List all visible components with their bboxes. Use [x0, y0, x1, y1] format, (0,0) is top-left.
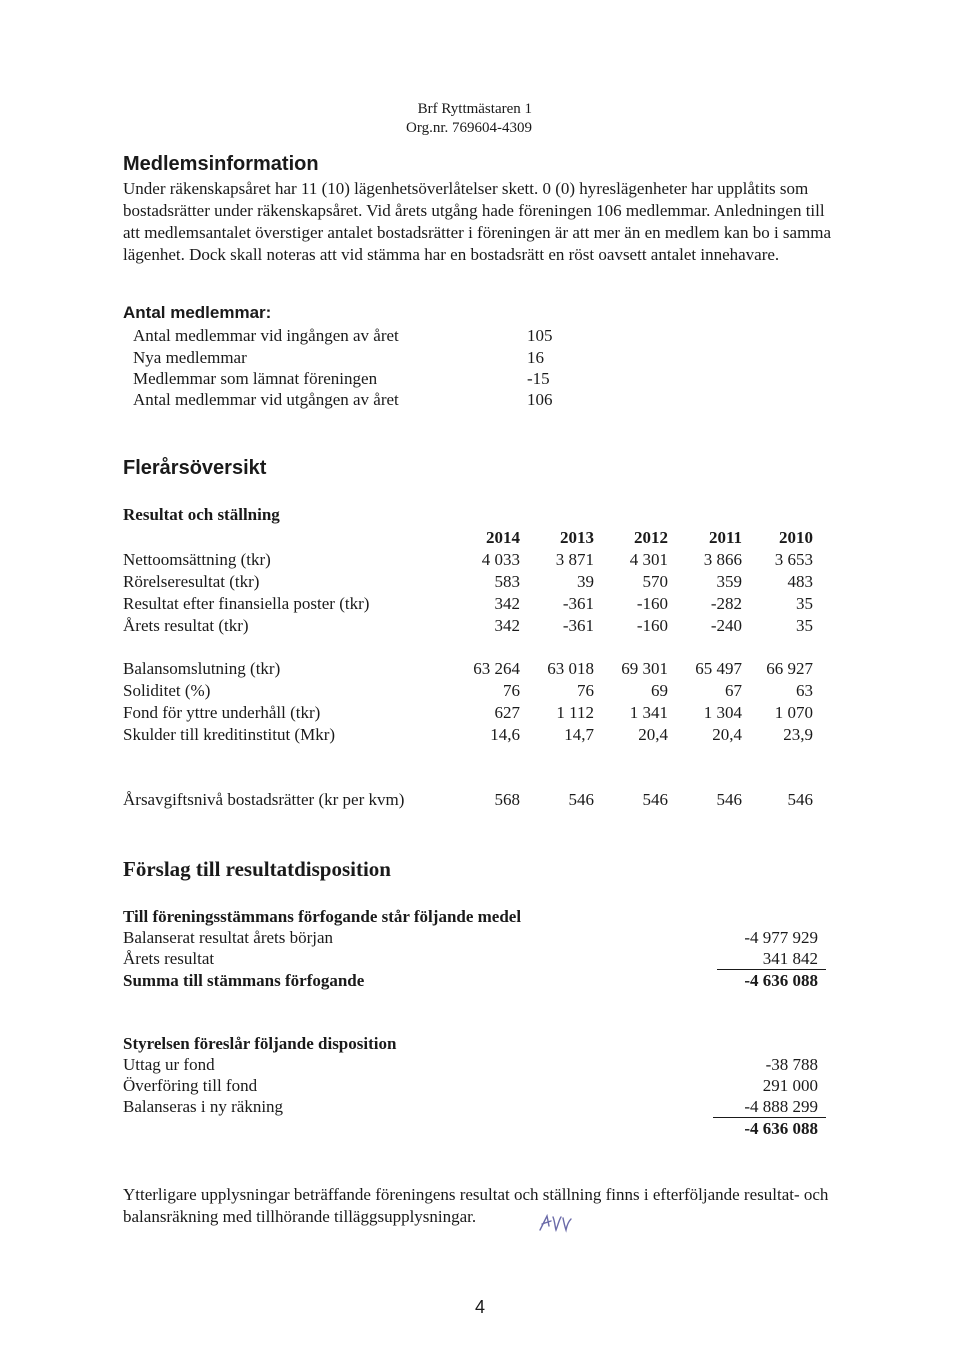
list-item: [0, 1054, 960, 1076]
cell: 546: [642, 790, 668, 809]
member-row: [0, 389, 960, 411]
table-row: [0, 593, 960, 615]
cell: 3 653: [774, 550, 813, 569]
flerarsoversikt-title: Flerårsöversikt: [123, 457, 267, 479]
list-item: [0, 948, 960, 970]
cell: 23,9: [783, 725, 813, 744]
member-row-value: 106: [527, 390, 553, 409]
cell: 4 301: [629, 550, 668, 569]
row-label: Skulder till kreditinstitut (Mkr): [123, 725, 336, 744]
section-heading: [0, 906, 960, 928]
item-label: Uttag ur fond: [123, 1055, 215, 1074]
cell: 69: [651, 681, 668, 700]
org-number: Org.nr. 769604-4309: [406, 120, 532, 136]
cell: 63 018: [547, 659, 594, 678]
item-value: 341 842: [762, 949, 818, 968]
table-row: [0, 702, 960, 724]
cell: 14,7: [564, 725, 594, 744]
years-header-row: [0, 527, 960, 549]
cell: 1 341: [629, 703, 668, 722]
year-header: 2010: [779, 528, 813, 547]
item-label: Balanseras i ny räkning: [123, 1097, 284, 1116]
member-row-label: Antal medlemmar vid utgången av året: [133, 390, 399, 409]
cell: 66 927: [766, 659, 813, 678]
section-heading: [0, 1033, 960, 1055]
cell: -240: [710, 616, 742, 635]
cell: -160: [636, 616, 668, 635]
total-row: [0, 1118, 960, 1140]
cell: 76: [577, 681, 594, 700]
cell: -361: [562, 616, 594, 635]
item-label: Årets resultat: [123, 949, 215, 968]
row-label: Årsavgiftsnivå bostadsrätter (kr per kvm): [123, 790, 405, 809]
cell: 546: [568, 790, 594, 809]
total-label: Summa till stämmans förfogande: [123, 971, 365, 990]
item-value: -4 888 299: [744, 1097, 818, 1116]
page-number: 4: [474, 1297, 485, 1317]
cell: 35: [796, 594, 813, 613]
cell: 35: [796, 616, 813, 635]
medlemsinformation-title: Medlemsinformation: [123, 153, 319, 175]
cell: 67: [725, 681, 742, 700]
member-row-value: -15: [527, 369, 550, 388]
antal-medlemmar-title: Antal medlemmar:: [123, 303, 272, 322]
cell: 69 301: [621, 659, 668, 678]
cell: 546: [716, 790, 742, 809]
cell: 570: [642, 572, 668, 591]
member-row-label: Medlemmar som lämnat föreningen: [133, 369, 378, 388]
total-value: -4 636 088: [744, 971, 818, 990]
total-value: -4 636 088: [744, 1119, 818, 1138]
resultat-och-stallning-subtitle: Resultat och ställning: [123, 505, 280, 524]
item-label: Balanserat resultat årets början: [123, 928, 334, 947]
cell: 65 497: [695, 659, 742, 678]
cell: 63: [796, 681, 813, 700]
row-label: Balansomslutning (tkr): [123, 659, 281, 678]
cell: 39: [577, 572, 594, 591]
list-item: [0, 1096, 960, 1118]
org-name: Brf Ryttmästaren 1: [417, 101, 532, 117]
member-row-label: Nya medlemmar: [133, 348, 247, 367]
signature-initials: [537, 1208, 573, 1236]
forslag-title: Förslag till resultatdisposition: [123, 857, 391, 881]
table-row: [0, 571, 960, 593]
cell: 483: [787, 572, 813, 591]
table-row: [0, 789, 960, 811]
table-row: [0, 724, 960, 746]
cell: 1 112: [556, 703, 594, 722]
cell: 20,4: [638, 725, 668, 744]
cell: -282: [710, 594, 742, 613]
cell: -361: [562, 594, 594, 613]
table-row: [0, 615, 960, 637]
medlemsinformation-paragraph: Under räkenskapsåret har 11 (10) lägenhetsöverlåtelser skett. 0 (0) hyreslägenheter har upplåtits som bostadsrätter under räkenskapsåret. Vid årets utgång hade föreningen 106 medlemmar. Anledningen till att medlemsantalet överstiger antalet bostadsrätter i föreningen är att mer än en medlem kan bo i samma lägenhet. Dock skall noteras att vid stämma har en bostadsrätt en röst oavsett antalet innehavare.: [123, 179, 832, 264]
member-row: [0, 325, 960, 347]
year-header: 2013: [560, 528, 594, 547]
cell: 4 033: [481, 550, 520, 569]
table-row: [0, 680, 960, 702]
cell: 342: [494, 616, 520, 635]
section2-heading: Styrelsen föreslår följande disposition: [123, 1034, 397, 1053]
total-row: [0, 970, 960, 992]
cell: 342: [494, 594, 520, 613]
item-value: -4 977 929: [744, 928, 818, 947]
member-row-value: 16: [527, 348, 544, 367]
year-header: 2011: [708, 528, 742, 547]
row-label: Resultat efter finansiella poster (tkr): [123, 594, 370, 613]
cell: 14,6: [490, 725, 520, 744]
list-item: [0, 927, 960, 949]
cell: 583: [494, 572, 520, 591]
member-row-label: Antal medlemmar vid ingången av året: [133, 326, 399, 345]
member-row: [0, 368, 960, 390]
row-label: Årets resultat (tkr): [123, 616, 249, 635]
cell: 568: [494, 790, 520, 809]
cell: 76: [503, 681, 520, 700]
year-header: 2014: [486, 528, 520, 547]
cell: 1 070: [774, 703, 813, 722]
cell: 63 264: [473, 659, 520, 678]
cell: 20,4: [712, 725, 742, 744]
cell: -160: [636, 594, 668, 613]
row-label: Nettoomsättning (tkr): [123, 550, 271, 569]
table-row: [0, 549, 960, 571]
footer-paragraph: Ytterligare upplysningar beträffande föreningens resultat och ställning finns i efterföljande resultat- och balansräkning med tillhörande tilläggsupplysningar.: [123, 1185, 829, 1226]
list-item: [0, 1075, 960, 1097]
year-header: 2012: [634, 528, 668, 547]
row-label: Soliditet (%): [123, 681, 211, 700]
section1-heading: Till föreningsstämmans förfogande står följande medel: [123, 907, 522, 926]
row-label: Rörelseresultat (tkr): [123, 572, 260, 591]
member-row: [0, 347, 960, 369]
cell: 3 871: [555, 550, 594, 569]
row-label: Fond för yttre underhåll (tkr): [123, 703, 321, 722]
cell: 546: [787, 790, 813, 809]
table-row: [0, 658, 960, 680]
item-value: 291 000: [762, 1076, 818, 1095]
item-value: -38 788: [765, 1055, 818, 1074]
cell: 3 866: [703, 550, 742, 569]
cell: 627: [494, 703, 520, 722]
item-label: Överföring till fond: [123, 1076, 258, 1095]
cell: 359: [716, 572, 742, 591]
cell: 1 304: [703, 703, 742, 722]
member-row-value: 105: [527, 326, 553, 345]
